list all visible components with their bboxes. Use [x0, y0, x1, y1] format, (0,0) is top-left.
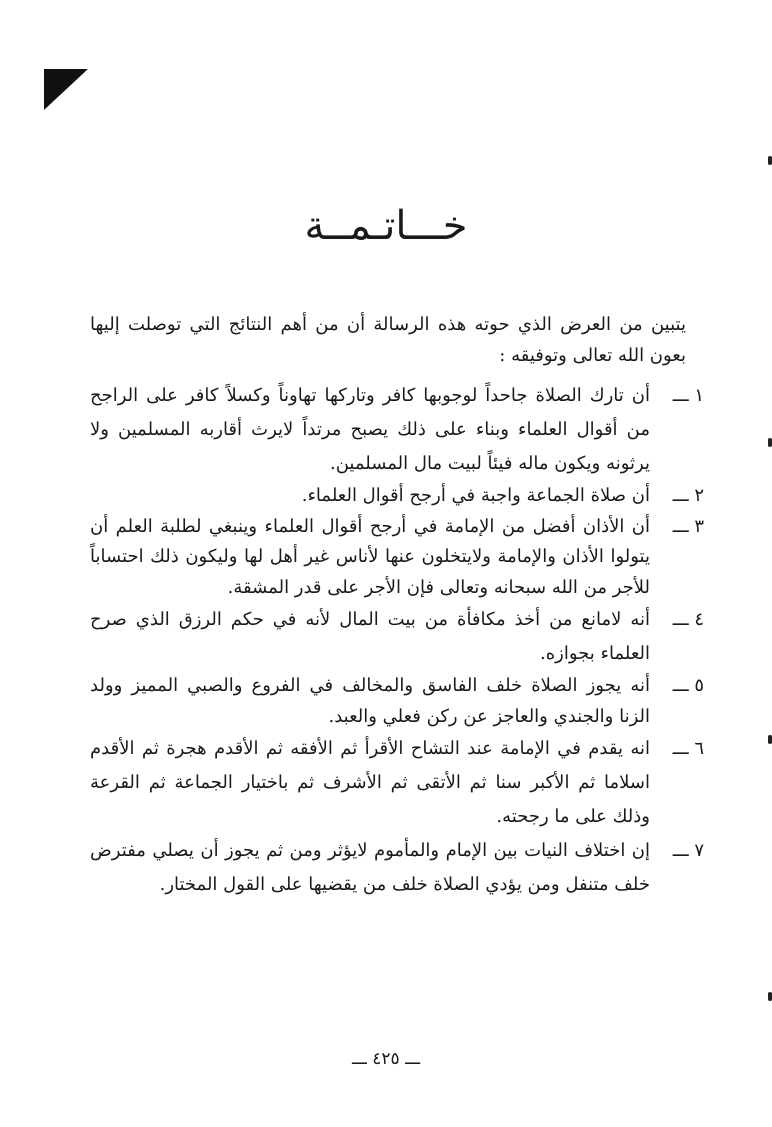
- item-text: أنه لامانع من أخذ مكافأة من بيت المال لأنه في حكم الرزق الذي صرح العلماء بجوازه.: [90, 609, 650, 664]
- list-item: [90, 603, 704, 671]
- item-text: انه يقدم في الإمامة عند التشاح الأقرأ ثم الأفقه ثم الأقدم هجرة ثم الأقدم اسلاما ثم الأكبر سنا ثم الأتقى ثم الأشرف ثم باختيار الجماعة ثم القرعة وذلك على ما رجحته.: [90, 738, 650, 827]
- edge-mark: [768, 156, 772, 165]
- list-item: [90, 671, 704, 732]
- item-number: ٦ ـــ: [672, 738, 704, 759]
- item-number: ٢ ـــ: [672, 485, 704, 506]
- item-number: ١ ـــ: [672, 385, 704, 406]
- item-text: إن اختلاف النيات بين الإمام والمأموم لايؤثر ومن ثم يجوز أن يصلي مفترض خلف متنفل ومن يؤدي الصلاة خلف من يقضيها على القول المختار.: [90, 840, 650, 895]
- edge-mark: [768, 438, 772, 447]
- list-item: [90, 379, 704, 481]
- conclusion-body: [90, 310, 704, 902]
- item-number: ٧ ـــ: [672, 840, 704, 861]
- corner-triangle-mark: [44, 69, 88, 110]
- item-text: أن الأذان أفضل من الإمامة في أرجح أقوال العلماء وينبغي لطلبة العلم أن يتولوا الأذان والإمامة ولايتخلون عنها لأناس غير أهل لها وليكون ذلك احتساباً للأجر من الله سبحانه وتعالى فإن الأجر على قدر المشقة.: [90, 515, 650, 598]
- item-number: ٤ ـــ: [672, 609, 704, 630]
- list-item: [90, 732, 704, 834]
- results-list: [90, 379, 704, 902]
- edge-mark: [768, 992, 772, 1001]
- item-text: أن صلاة الجماعة واجبة في أرجح أقوال العلماء.: [301, 485, 650, 506]
- page-number: ـــ ٤٢٥ ـــ: [351, 1049, 421, 1069]
- list-item: [90, 481, 704, 512]
- item-number: ٣ ـــ: [672, 515, 704, 537]
- intro-paragraph: يتبين من العرض الذي حوته هذه الرسالة أن من أهم النتائج التي توصلت إليها بعون الله تعالى وتوفيقه :: [90, 314, 686, 366]
- item-text: أن تارك الصلاة جاحداً لوجوبها كافر وتاركها تهاوناً وكسلاً كافر على الراجح من أقوال العلماء وبناء على ذلك يصبح مرتداً لايرث أقاربه المسلمين ولا يرثونه ويكون ماله فيئاً لبيت مال المسلمين.: [90, 385, 650, 474]
- list-item: [90, 834, 704, 902]
- page-title: خـــاتـمــة: [304, 203, 468, 249]
- item-text: أنه يجوز الصلاة خلف الفاسق والمخالف في الفروع والصبي المميز وولد الزنا والجندي والعاجز عن ركن فعلي والعبد.: [90, 675, 650, 727]
- list-item: [90, 512, 704, 604]
- item-number: ٥ ـــ: [672, 675, 704, 696]
- edge-mark: [768, 735, 772, 744]
